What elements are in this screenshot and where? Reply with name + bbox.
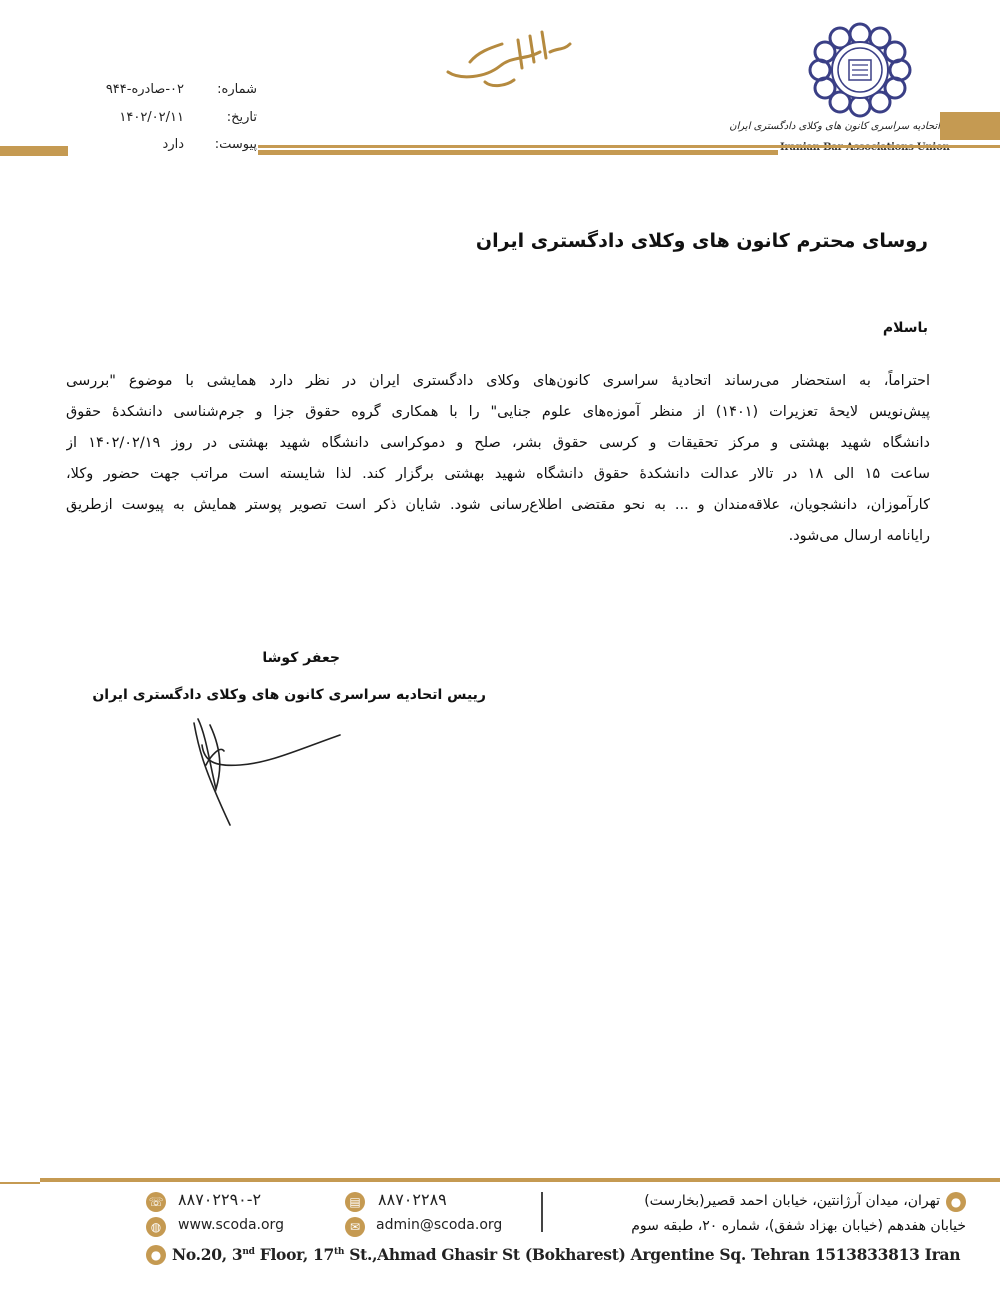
letter-attachment-row	[0, 137, 260, 161]
footer-address-fa-line2: خیابان هفدهم (خیابان بهزاد شفق)، شماره ۲۰، طبقه سوم	[631, 1218, 966, 1234]
bar-association-emblem-icon	[800, 20, 920, 120]
besmehi-taala-calligraphy	[430, 22, 580, 92]
footer-address-fa-line1: تهران، میدان آرژانتین، خیابان احمد قصیر(بخارست)	[644, 1193, 940, 1209]
letter-date-value: ۱۴۰۲/۰۲/۱۱	[119, 110, 184, 125]
location-pin-icon: ●	[146, 1245, 166, 1265]
letter-attachment-value: دارد	[162, 137, 184, 152]
letter-number-row	[0, 82, 260, 106]
signer-name: جعفر کوشا	[262, 650, 340, 666]
letter-greeting: باسلام	[882, 320, 928, 336]
footer-address-en	[172, 1245, 961, 1264]
globe-icon: ◍	[146, 1217, 166, 1237]
footer-fax: ۸۸۷۰۲۲۸۹	[378, 1190, 447, 1209]
body-line: دانشگاه شهید بهشتی و مرکز تحقیقات و کرسی حقوق بشر، صلح و دموکراسی دانشگاه شهید بهشتی در روز ۱۴۰۲/۰۲/۱۹ از	[66, 435, 930, 451]
address-en-number: No.20, 3	[172, 1245, 243, 1264]
letter-date-label: تاریخ:	[226, 110, 257, 125]
letter-recipient: روسای محترم کانون های وکلای دادگستری ایران	[475, 230, 928, 252]
footer-phone: ۸۸۷۰۲۲۹۰-۲	[178, 1190, 262, 1209]
body-line: پیش‌نویس لایحهٔ تعزیرات (۱۴۰۱) از منظر آموزه‌های علوم جنایی" را با همکاری گروه حقوق جزا و جرم‌شناسی دانشکدهٔ حقوق	[66, 404, 930, 420]
location-pin-icon: ●	[946, 1192, 966, 1212]
address-en-rest: St.,Ahmad Ghasir St (Bokharest) Argentine Sq. Tehran 1513833813 Iran	[344, 1245, 961, 1264]
bar-association-logo	[800, 20, 920, 120]
address-en-floor-suffix: nd	[242, 1246, 255, 1257]
signature-icon	[180, 705, 360, 835]
letter-number-label: شماره:	[217, 82, 257, 97]
header-divider-bar	[258, 150, 778, 155]
body-line: کارآموزان، دانشجویان، علاقه‌مندان و ... به نحو مقتضی اطلاع‌رسانی شود. شایان ذکر است تصویر پوستر همایش به پیوست از‌طریق	[66, 497, 930, 513]
footer-accent-left	[0, 1182, 40, 1184]
header-accent-bar	[940, 112, 1000, 140]
org-name-fa: اتحادیه سراسری کانون های وکلای دادگستری ایران	[729, 121, 940, 132]
body-line: رایانامه ارسال می‌شود.	[788, 528, 930, 544]
header-divider-line	[258, 145, 1000, 148]
signer-title: رییس اتحادیه سراسری کانون های وکلای دادگستری ایران	[92, 687, 486, 703]
address-en-floor: Floor, 17	[254, 1245, 335, 1264]
besmehi-taala-calligraphy-icon	[430, 22, 580, 92]
footer-vertical-divider	[541, 1192, 543, 1232]
phone-icon: ☏	[146, 1192, 166, 1212]
footer-email: admin@scoda.org	[376, 1217, 503, 1233]
letter-date-row	[0, 110, 260, 134]
email-icon: ✉	[345, 1217, 365, 1237]
footer-divider-bar	[40, 1178, 1000, 1182]
body-line: ساعت ۱۵ الی ۱۸ در تالار عدالت دانشکدهٔ حقوق دانشگاه شهید بهشتی برگزار کند. لذا شایسته است مراتب جهت حضور وکلا،	[66, 466, 930, 482]
letter-attachment-label: پیوست:	[214, 137, 257, 152]
fax-icon: ▤	[345, 1192, 365, 1212]
footer-website: www.scoda.org	[178, 1217, 284, 1233]
letter-number-value: ۰۲-صادره-۹۴۴	[105, 82, 184, 97]
address-en-street-suffix: th	[334, 1246, 345, 1257]
body-line: احتراماً، به استحضار می‌رساند اتحادیهٔ سراسری کانون‌های وکلای دادگستری ایران در نظر دارد همایشی با موضوع "بررسی	[66, 373, 930, 389]
handwritten-signature	[180, 705, 360, 835]
letter-body	[66, 366, 930, 552]
